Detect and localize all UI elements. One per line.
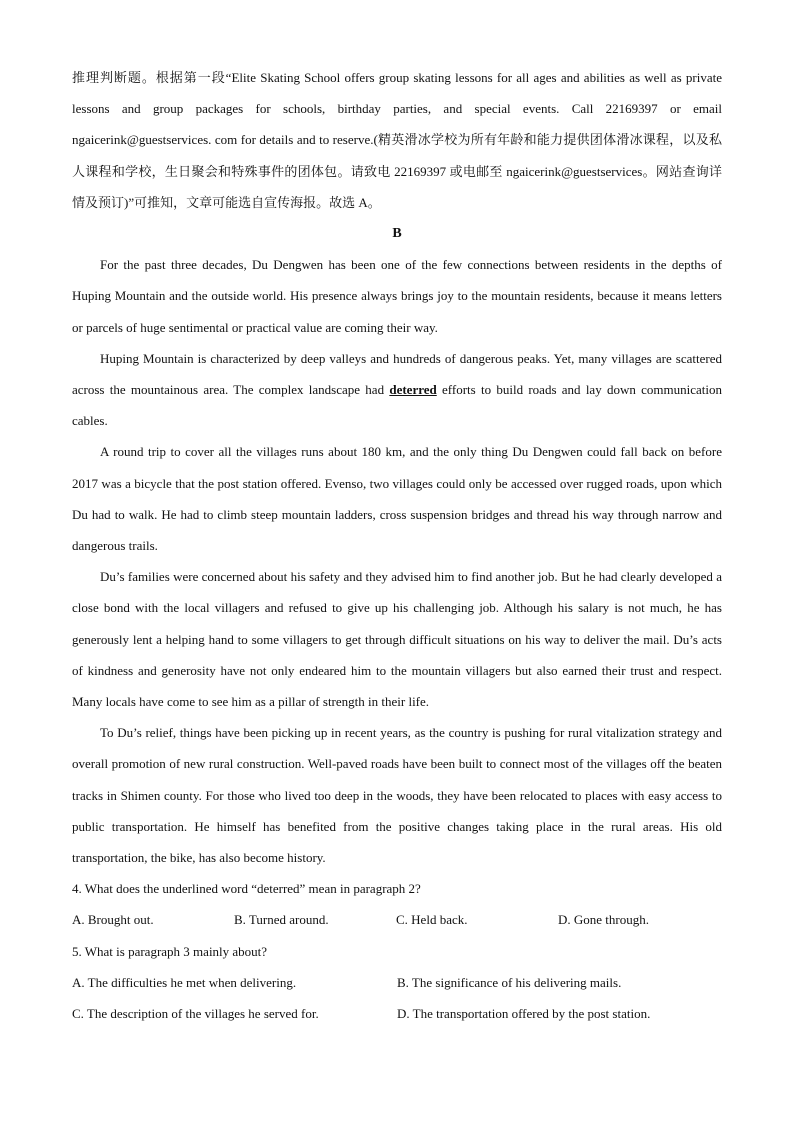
question-5 (72, 936, 722, 1030)
answer-options-row-1 (72, 967, 722, 998)
question-4 (72, 873, 722, 935)
question-stem: 5. What is paragraph 3 mainly about? (72, 943, 268, 959)
option-c: C. Held back. (396, 912, 468, 928)
passage-paragraph-1: For the past three decades, Du Dengwen has been one of the few connections between residents in the depths of Huping Mountain and the outside world. His presence always brings joy to the mountain residents, because it means letters or parcels of huge sentimental or practical value are coming their way. (72, 257, 722, 335)
reading-passage (72, 249, 722, 873)
option-c: C. The description of the villages he served for. (72, 1006, 319, 1022)
passage-paragraph-5: To Du’s relief, things have been picking up in recent years, as the country is pushing for rural vitalization strategy and overall promotion of new rural construction. Well-paved roads have been built to connect most of the villages off the beaten tracks in Shimen county. For those who lived too deep in the woods, they have been relocated to places with easy access to public transportation. He himself has benefited from the positive changes taking place in the rural areas. His old transportation, the bike, has also become history. (72, 725, 722, 866)
document-page (72, 62, 722, 1029)
answer-options (72, 904, 722, 935)
option-b: B. Turned around. (234, 912, 329, 928)
answer-options-row-2 (72, 998, 722, 1029)
option-b: B. The significance of his delivering mails. (397, 974, 622, 990)
answer-explanation: 推理判断题。根据第一段“Elite Skating School offers group skating lessons for all ages and abilities as well as private lessons and group packages for schools, birthday parties, and special events. Call 22169397 or email ngaicerink@guestservices. com for details and to reserve.(精英滑冰学校为所有年龄和能力提供团体滑冰课程，以及私人课程和学校，生日聚会和特殊事件的团体包。请致电 22169397 或电邮至 ngaicerink@guestservices。网站查询详情及预订)”可推知，文章可能选自宣传海报。故选 A。 (72, 70, 722, 210)
option-a: A. The difficulties he met when delivering. (72, 974, 297, 990)
option-d: D. The transportation offered by the post station. (397, 1006, 651, 1022)
option-a: A. Brought out. (72, 912, 154, 928)
paragraph-2-text-before: Huping Mountain is characterized by deep valleys and hundreds of dangerous peaks. Yet, many villages are scattered across the mountainous area. The complex landscape had (72, 350, 722, 398)
option-d: D. Gone through. (558, 912, 649, 928)
passage-paragraph-4: Du’s families were concerned about his safety and they advised him to find another job. But he had clearly developed a close bond with the local villagers and refused to give up his challenging job. Although his salary is not much, he has generously lent a helping hand to some villagers to get through difficult situations on his way to deliver the mail. Du’s acts of kindness and generosity have not only endeared him to the mountain villagers but also earned their trust and respect. Many locals have come to see him as a pillar of strength in their life. (72, 569, 722, 710)
underlined-keyword: deterred (389, 382, 437, 398)
passage-paragraph-2 (72, 343, 722, 437)
section-title: B (392, 226, 402, 242)
question-stem: 4. What does the underlined word “deterred” mean in paragraph 2? (72, 881, 421, 897)
paragraph-2-text-after: efforts to build roads and lay down communication cables. (72, 382, 722, 429)
passage-paragraph-3: A round trip to cover all the villages runs about 180 km, and the only thing Du Dengwen could fall back on before 2017 was a bicycle that the post station offered. Evenso, two villages could only be accessed over rugged roads, upon which Du had to walk. He had to climb steep mountain ladders, cross suspension bridges and thread his way through narrow and dangerous trails. (72, 444, 722, 554)
